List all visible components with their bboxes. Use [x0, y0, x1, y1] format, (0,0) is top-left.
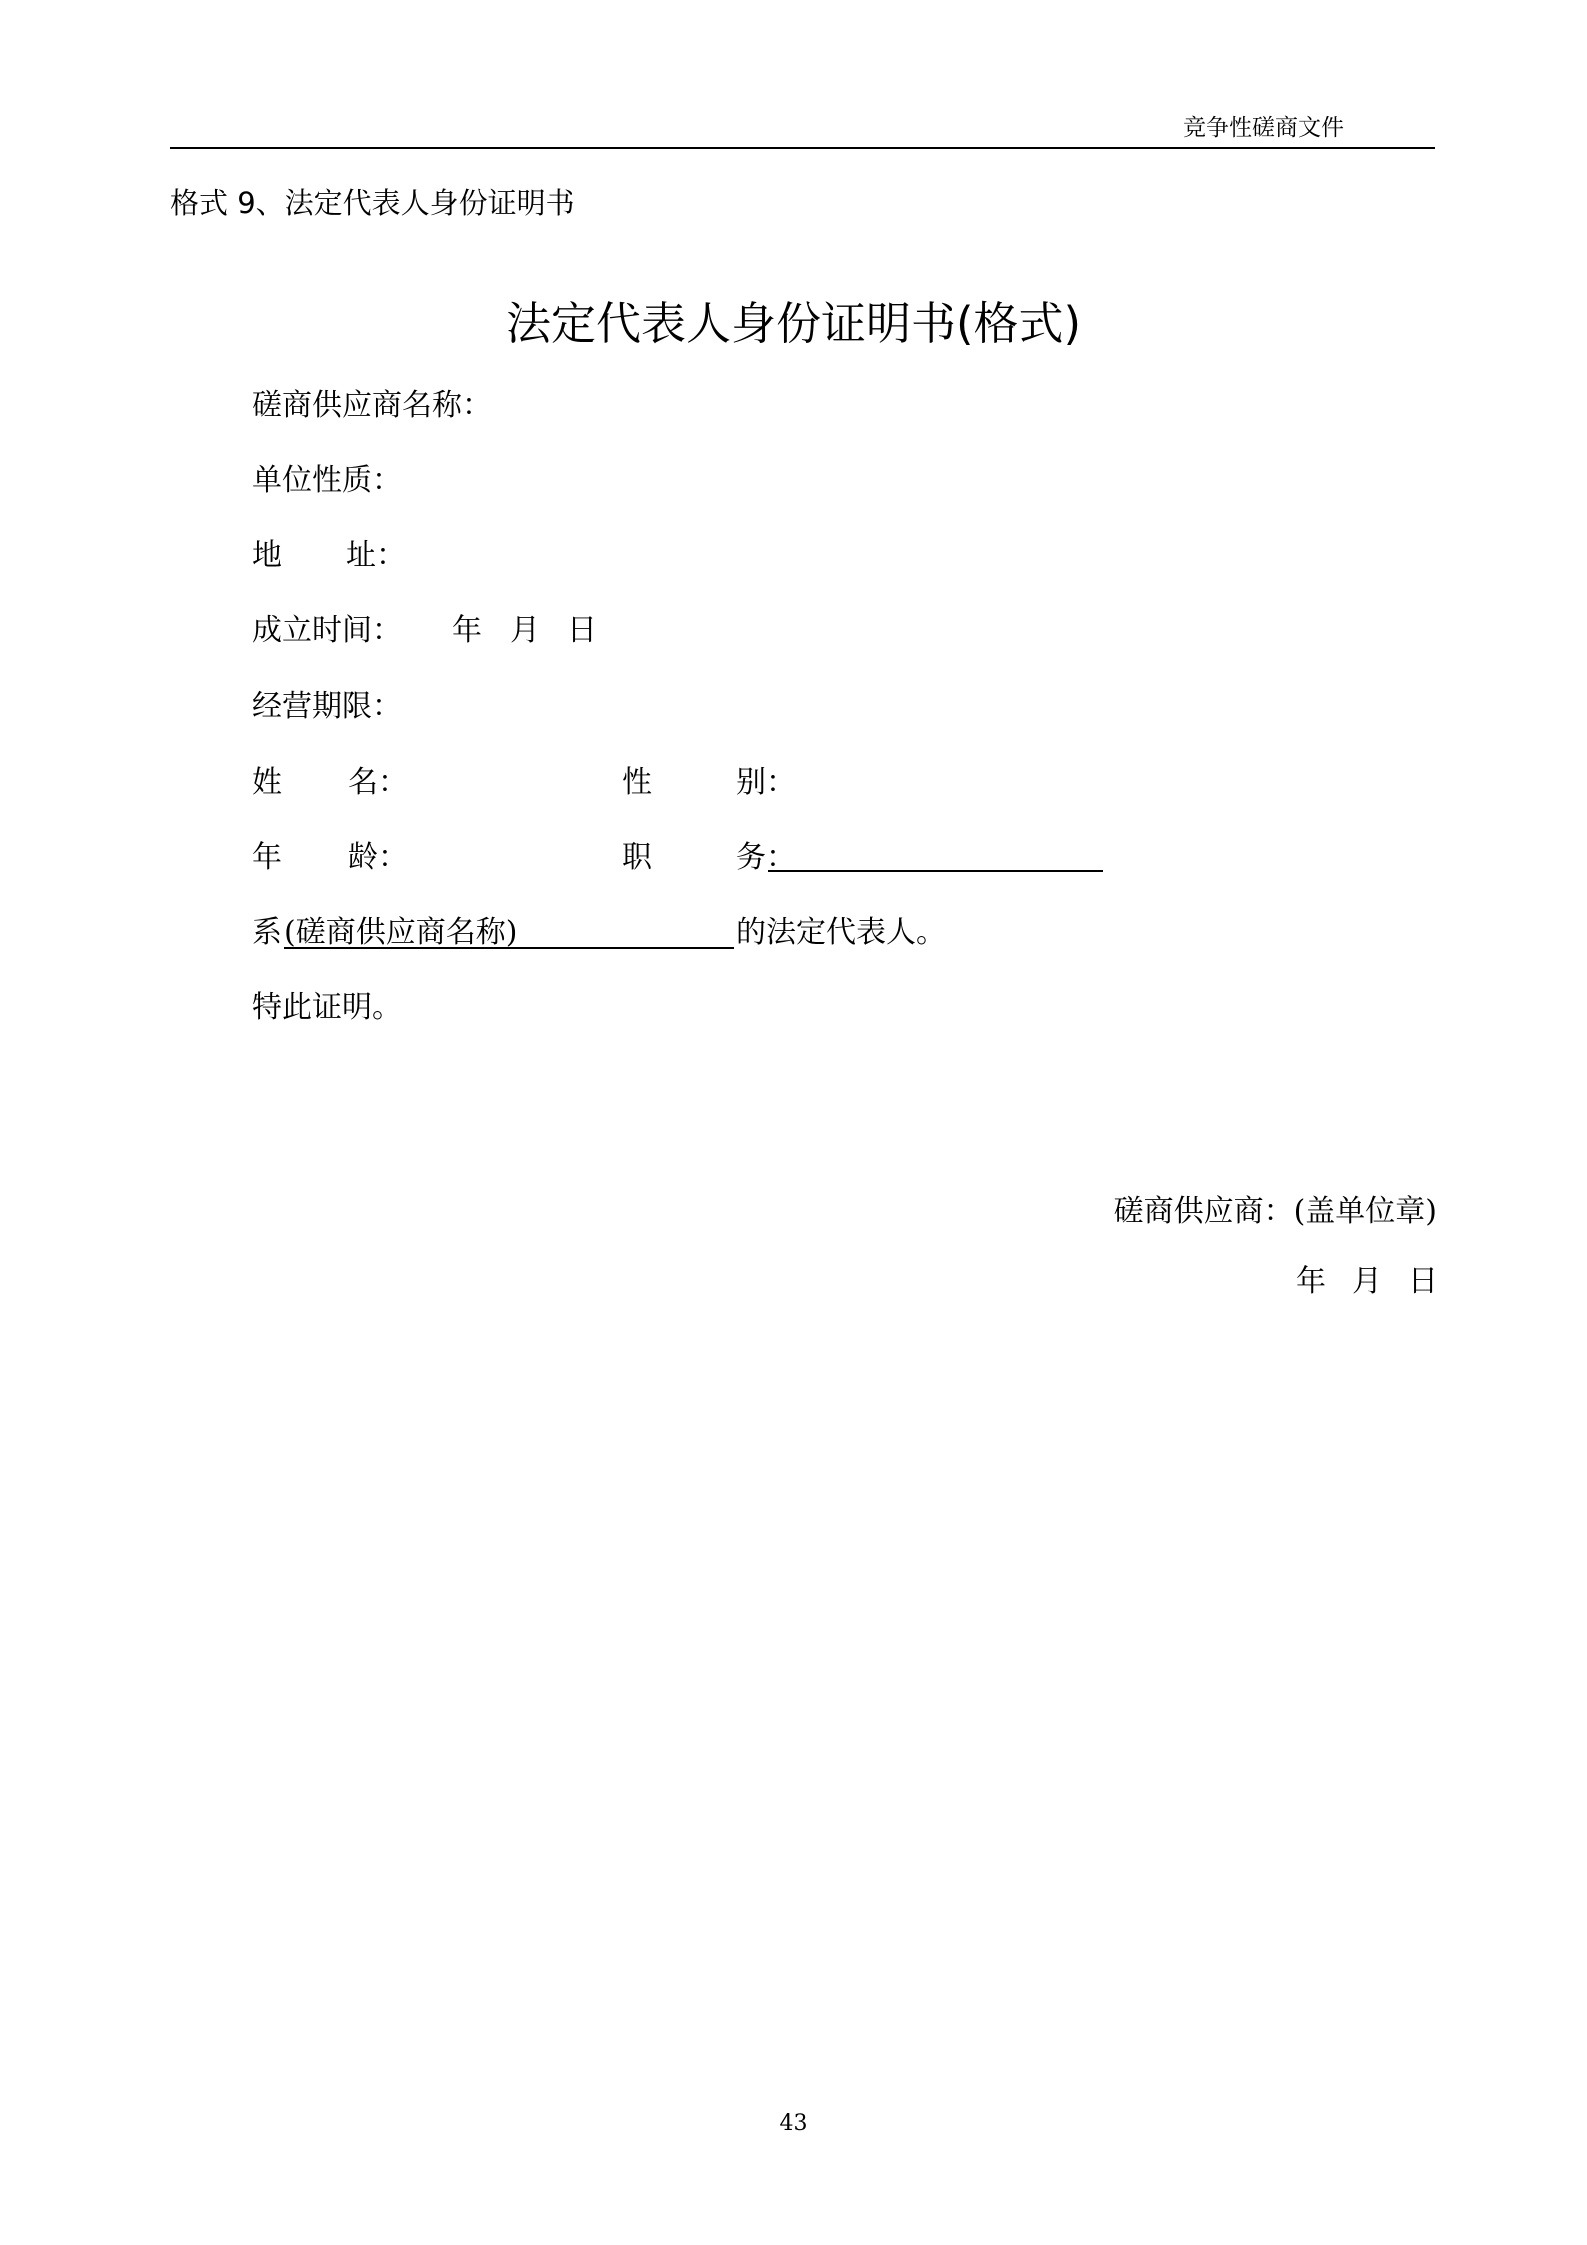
name-label-char-2: 名： — [348, 765, 408, 800]
document-title: 法定代表人身份证明书(格式) — [505, 297, 1082, 350]
position-label-char-1: 职 — [622, 840, 652, 875]
statement-prefix: 系 — [252, 915, 282, 950]
supplier-seal-line: 磋商供应商：(盖单位章) — [1113, 1194, 1437, 1229]
established-label: 成立时间： — [252, 613, 402, 648]
position-blank-line[interactable] — [768, 870, 1103, 872]
established-day: 日 — [567, 613, 597, 648]
business-term-label: 经营期限： — [252, 689, 402, 724]
statement-blank-line[interactable] — [284, 947, 734, 949]
age-label-char-2: 龄： — [348, 840, 408, 875]
supplier-name-label: 磋商供应商名称： — [252, 388, 492, 423]
signature-month: 月 — [1352, 1264, 1382, 1299]
gender-label-char-1: 性 — [622, 765, 652, 800]
address-label-char-2: 址： — [346, 538, 406, 573]
page-number: 43 — [779, 2111, 808, 2136]
signature-year: 年 — [1296, 1264, 1326, 1299]
header-divider — [170, 147, 1435, 149]
established-year: 年 — [452, 613, 482, 648]
established-month: 月 — [510, 613, 540, 648]
signature-day: 日 — [1408, 1264, 1438, 1299]
address-label-char-1: 地 — [252, 538, 282, 573]
section-title: 格式 9、法定代表人身份证明书 — [170, 186, 575, 220]
unit-nature-label: 单位性质： — [252, 463, 402, 498]
name-label-char-1: 姓 — [252, 765, 282, 800]
running-header: 竞争性磋商文件 — [1183, 115, 1344, 141]
statement-suffix: 的法定代表人。 — [736, 915, 946, 950]
age-label-char-1: 年 — [252, 840, 282, 875]
closing-text: 特此证明。 — [252, 990, 402, 1025]
position-label-char-2: 务： — [736, 840, 796, 875]
statement-supplier-placeholder: (磋商供应商名称) — [284, 915, 518, 950]
gender-label-char-2: 别： — [736, 765, 796, 800]
